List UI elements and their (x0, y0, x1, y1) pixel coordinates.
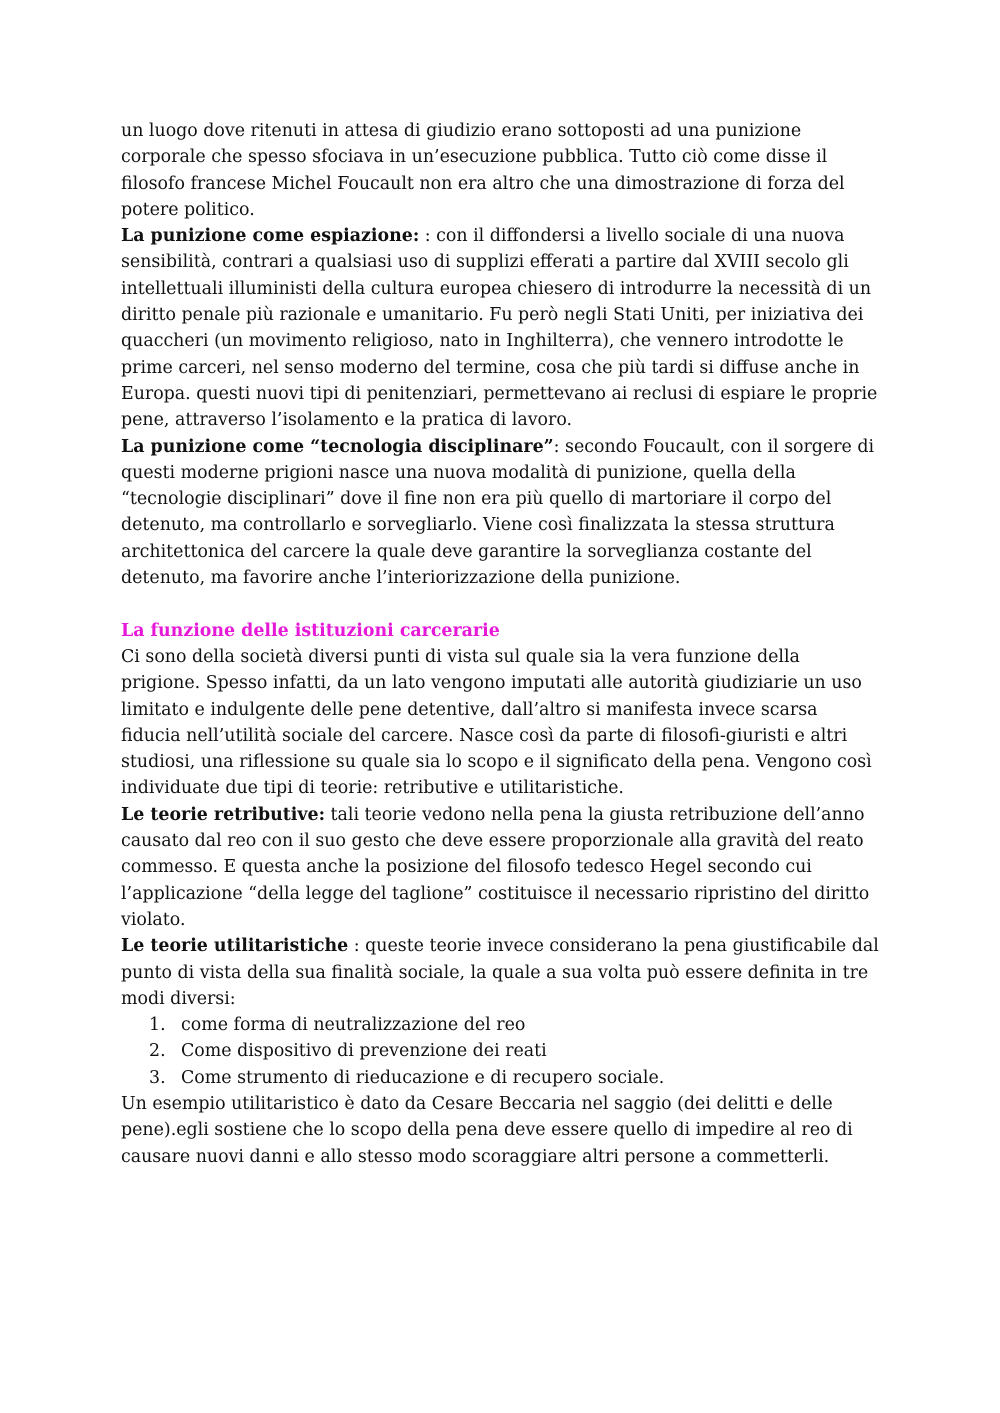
conclusion-text: Un esempio utilitaristico è dato da Cesare Beccaria nel saggio (dei delitti e delle pene).egli sostiene che lo scopo della pena deve essere quello di impedire al reo di causare nuovi danni e allo stesso modo scoraggiare altri persone a commetterli. (121, 1093, 853, 1167)
tecnologia-paragraph (121, 434, 881, 592)
tecnologia-text: : secondo Foucault, con il sorgere di questi moderne prigioni nasce una nuova modalità di punizione, quella della “tecnologie disciplinari” dove il fine non era più quello di martoriare il corpo del detenuto, ma controllarlo e sorvegliarlo. Viene così finalizzata la stessa struttura architettonica del carcere la quale deve garantire la sorveglianza costante del detenuto, ma favorire anche l’interiorizzazione della punizione. (121, 436, 875, 589)
list-item-number: 1. (149, 1015, 166, 1036)
espiazione-text: : con il diffondersi a livello sociale di una nuova sensibilità, contrari a qualsiasi uso di supplizi efferati a partire dal XVIII secolo gli intellettuali illuministi della cultura europea chiesero di introdurre la necessità di un diritto penale più razionale e umanitario. Fu però negli Stati Uniti, per iniziativa dei quaccheri (un movimento religioso, nato in Inghilterra), che vennero introdotte le prime carceri, nel senso moderno del termine, cosa che più tardi si diffuse anche in Europa. questi nuovi tipi di penitenziari, permettevano ai reclusi di espiare le proprie pene, attraverso l’isolamento e la pratica di lavoro. (121, 226, 878, 431)
list-item-text: Come strumento di rieducazione e di recupero sociale. (181, 1067, 665, 1088)
list-item-text: Come dispositivo di prevenzione dei reati (181, 1041, 547, 1062)
intro-text: un luogo dove ritenuti in attesa di giudizio erano sottoposti ad una punizione corporale che spesso sfociava in un’esecuzione pubblica. Tutto ciò come disse il filosofo francese Michel Foucault non era altro che una dimostrazione di forza del potere politico. (121, 121, 845, 220)
section-paragraph (121, 644, 881, 802)
espiazione-paragraph (121, 223, 881, 433)
section-heading: La funzione delle istituzioni carcerarie (121, 620, 500, 641)
document-page (121, 118, 881, 1170)
numbered-list (121, 1012, 881, 1091)
intro-paragraph (121, 118, 881, 223)
list-item-text: come forma di neutralizzazione del reo (181, 1015, 526, 1036)
utilitaristiche-text: : queste teorie invece considerano la pena giustificabile dal punto di vista della sua finalità sociale, la quale a sua volta può essere definita in tre modi diversi: (121, 936, 879, 1009)
tecnologia-label: La punizione come “tecnologia disciplinare” (121, 436, 554, 457)
paragraph-spacer (121, 591, 881, 617)
retributive-label: Le teorie retributive: (121, 804, 325, 825)
list-item-number: 3. (149, 1067, 166, 1088)
retributive-text: tali teorie vedono nella pena la giusta retribuzione dell’anno causato dal reo con il suo gesto che deve essere proporzionale alla gravità del reato commesso. E questa anche la posizione del filosofo tedesco Hegel secondo cui l’applicazione “della legge del taglione” costituisce il necessario ripristino del diritto violato. (121, 804, 870, 930)
list-item-number: 2. (149, 1041, 166, 1062)
utilitaristiche-label: Le teorie utilitaristiche (121, 936, 349, 957)
espiazione-label: La punizione come espiazione: (121, 226, 420, 247)
list-item (121, 1065, 881, 1091)
conclusion-paragraph (121, 1091, 881, 1170)
section-text: Ci sono della società diversi punti di vista sul quale sia la vera funzione della prigione. Spesso infatti, da un lato vengono imputati alle autorità giudiziarie un uso limitato e indulgente delle pene detentive, dall’altro si manifesta invece scarsa fiducia nell’utilità sociale del carcere. Nasce così da parte di filosofi-giuristi e altri studiosi, una riflessione su quale sia lo scopo e il significato della pena. Vengono così individuate due tipi di teorie: retributive e utilitaristiche. (121, 646, 872, 799)
list-item (121, 1038, 881, 1064)
utilitaristiche-paragraph (121, 933, 881, 1012)
list-item (121, 1012, 881, 1038)
retributive-paragraph (121, 802, 881, 933)
